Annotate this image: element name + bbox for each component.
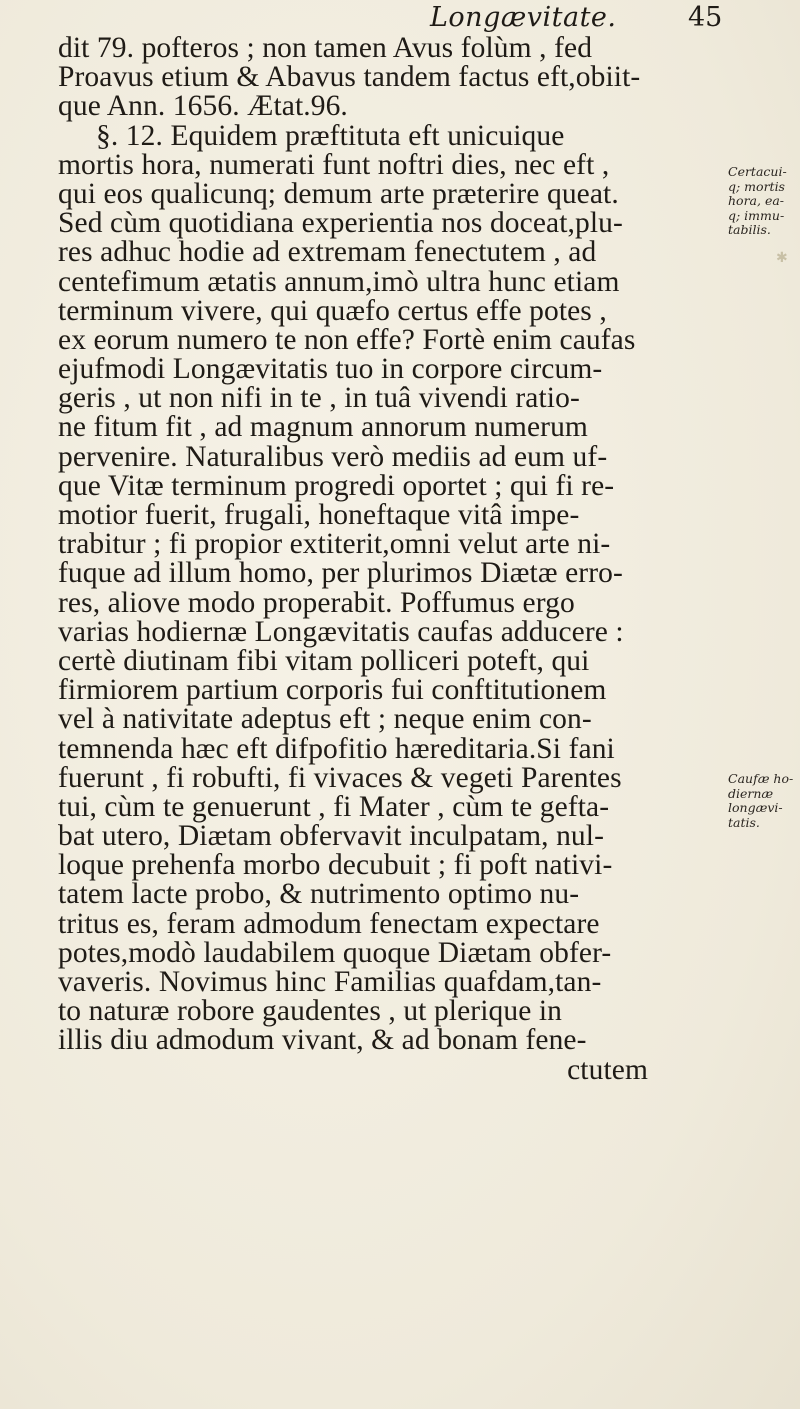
text-line: certè diutinam fibi vitam polliceri poteft, qui (58, 644, 590, 677)
text-line: res adhuc hodie ad extremam fenectutem , ad (58, 236, 597, 269)
text-line: res, aliove modo properabit. Poffumus ergo (58, 586, 575, 619)
text-line: bat utero, Diætam obfervavit inculpatam, nul- (58, 820, 605, 853)
main-text (58, 34, 728, 1085)
text-line: Sed cùm quotidiana experientia nos doceat,plu- (58, 207, 623, 240)
text-line: vaveris. Novimus hinc Familias quafdam,tan- (58, 966, 602, 998)
marginal-note-line: Caufæ ho- (728, 771, 794, 786)
text-line: illis diu admodum vivant, & ad bonam fene- (58, 1024, 587, 1057)
text-line: motior fuerit, frugali, honeftaque vitâ impe- (58, 499, 580, 531)
marginal-note-line: q; mortis (728, 178, 785, 194)
catchword: ctutem (567, 1053, 648, 1086)
text-line: tritus es, feram admodum fenectam expectare (58, 907, 600, 940)
text-line: fuque ad illum homo, per plurimos Diætæ erro- (58, 557, 623, 590)
text-line: trabitur ; fi propior extiterit,omni velut arte ni- (58, 528, 611, 561)
text-line: Proavus etium & Abavus tandem factus eft,obiit- (58, 61, 641, 94)
text-line: mortis hora, numerati funt noftri dies, nec eft , (58, 148, 610, 181)
running-title: Longævitate. (430, 2, 617, 33)
text-line: pervenire. Naturalibus verò mediis ad eum uf- (58, 440, 608, 473)
text-line: ejufmodi Longævitatis tuo in corpore circum- (58, 353, 603, 386)
marginal-note-longevity-causes (728, 772, 798, 830)
text-line: terminum vivere, qui quæfo certus effe potes , (58, 294, 607, 327)
text-line: tui, cùm te genuerunt , fi Mater , cùm te gefta- (58, 790, 610, 823)
text-line: to naturæ robore gaudentes , ut plerique in (58, 995, 563, 1028)
text-line: centefimum ætatis annum,imò ultra hunc etiam (58, 265, 620, 298)
marginal-note-line: diernæ (728, 785, 774, 801)
text-line: geris , ut non nifi in te , in tuâ vivendi ratio- (58, 382, 580, 415)
text-line: vel à nativitate adeptus eft ; neque enim con- (58, 703, 592, 736)
running-head (40, 2, 723, 34)
marginal-note-line: hora, ea- (728, 193, 785, 208)
marginal-note-line: q; immu- (728, 207, 785, 223)
text-line: que Ann. 1656. Ætat.96. (58, 90, 348, 123)
ink-speck-icon: ✱ (776, 250, 788, 266)
text-line: tatem lacte probo, & nutrimento optimo nu- (58, 878, 580, 911)
text-line: dit 79. pofteros ; non tamen Avus folùm , fed (58, 32, 593, 64)
marginal-note-mortality (728, 165, 798, 238)
marginal-note-line: tabilis. (728, 222, 771, 237)
text-line: loque prehenfa morbo decubuit ; fi poft nativi- (58, 849, 613, 882)
text-line: varias hodiernæ Longævitatis caufas adducere : (58, 615, 624, 648)
text-line: que Vitæ terminum progredi oportet ; qui fi re- (58, 469, 615, 502)
text-line: firmiorem partium corporis fui conftitutionem (58, 674, 607, 707)
text-line: ex eorum numero te non effe? Fortè enim caufas (58, 323, 636, 356)
text-line: temnenda hæc eft difpofitio hæreditaria.Si fani (58, 732, 615, 765)
marginal-note-line: Certacui- (728, 164, 787, 179)
section-heading-line: §. 12. Equidem præftituta eft unicuique (96, 119, 565, 152)
text-line: ne fitum fit , ad magnum annorum numerum (58, 411, 588, 444)
marginal-note-line: longævi- (728, 800, 783, 815)
page-number: 45 (688, 2, 723, 33)
text-line: potes,modò laudabilem quoque Diætam obfer- (58, 936, 612, 969)
marginal-note-line: tatis. (728, 814, 760, 830)
text-line: qui eos qualicunq; demum arte præterire queat. (58, 177, 619, 210)
text-line: fuerunt , fi robufti, fi vivaces & vegeti Parentes (58, 761, 622, 794)
